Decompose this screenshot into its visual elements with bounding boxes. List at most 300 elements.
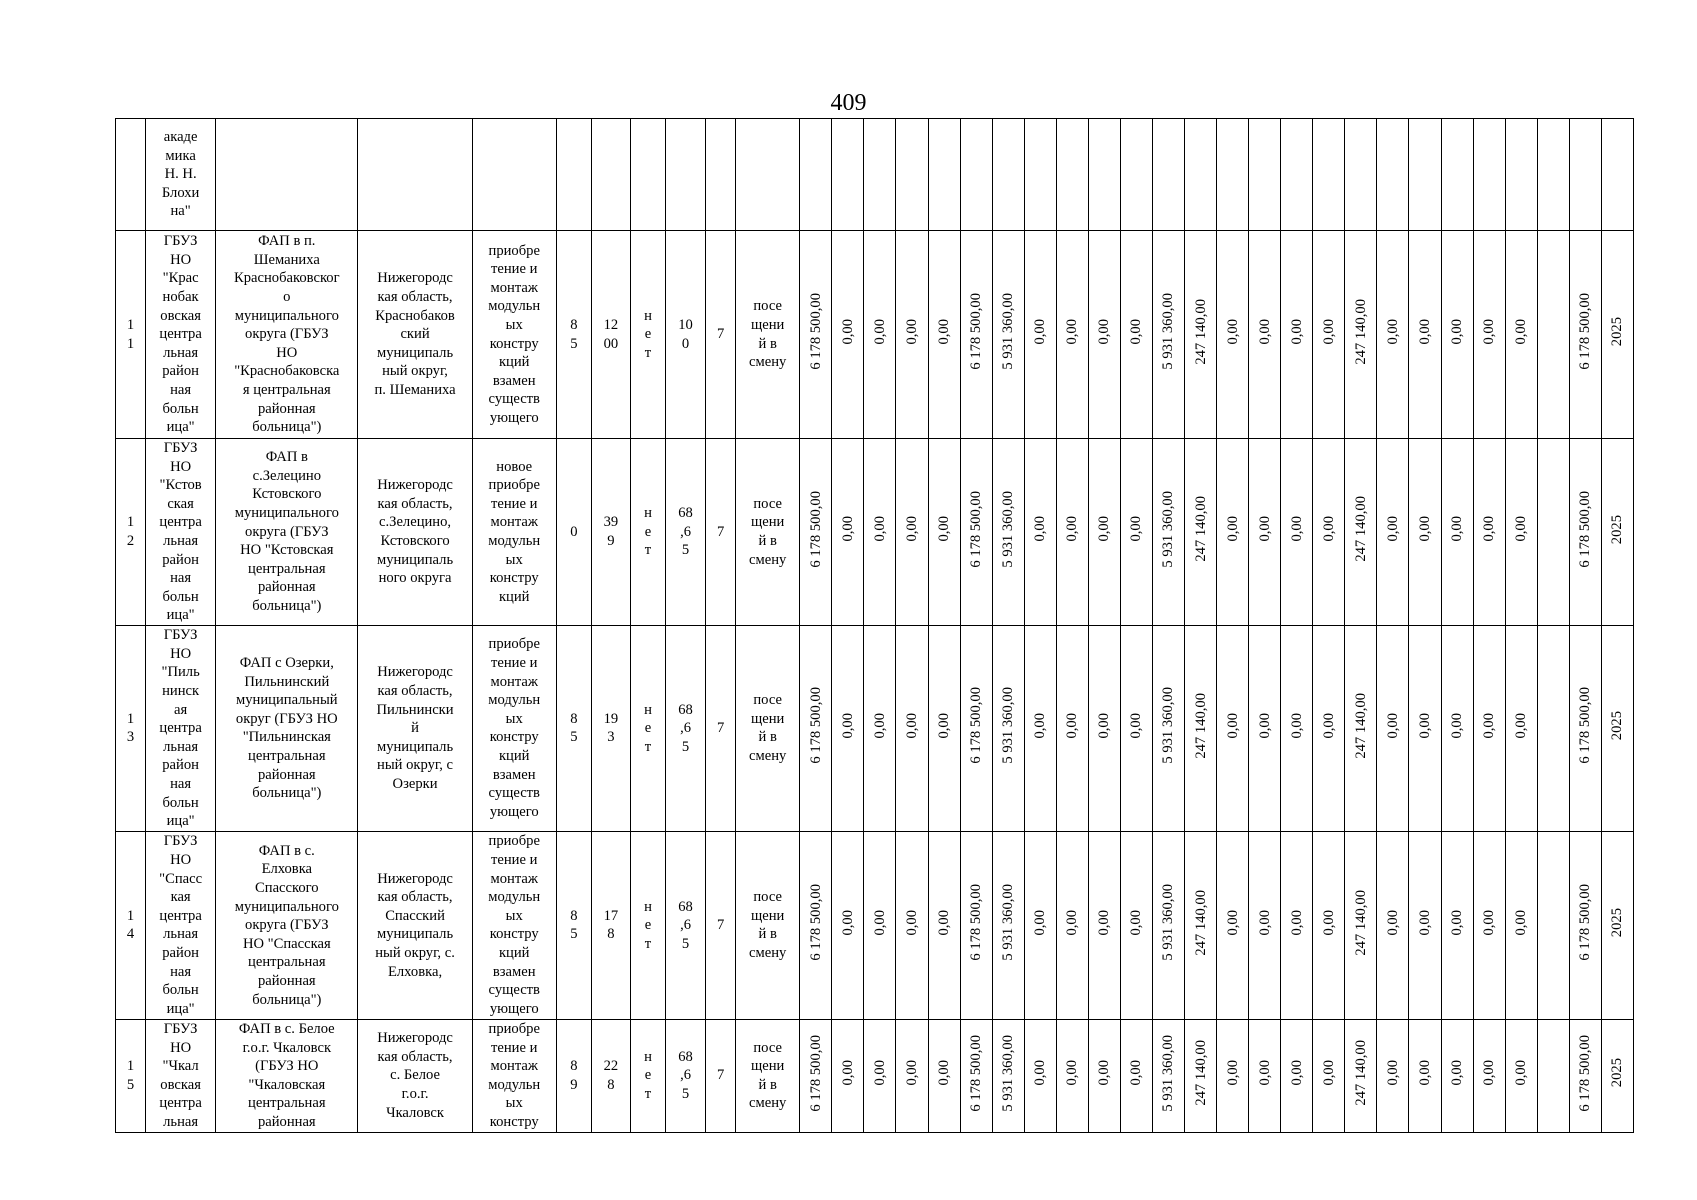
amount-cell [1473,231,1505,439]
amount-cell [1569,439,1601,626]
amount-text: 0,00 [936,516,953,542]
amount-cell [1120,439,1152,626]
amount-cell [896,231,928,439]
amount-text: 0,00 [1320,712,1337,739]
amount-cell [992,231,1024,439]
flag-cell: н е т [630,439,665,626]
amount-cell [1377,439,1409,626]
amount-text: 5 931 360,00 [1160,1034,1177,1112]
amount-cell [1217,1019,1249,1132]
year-cell [1601,439,1633,626]
amount-text: 0,00 [1416,318,1433,345]
row-number: 1 1 [116,231,146,439]
amount-cell [1377,119,1409,231]
amount-cell [1281,625,1313,831]
amount-text: 0,00 [1224,318,1241,345]
amount-text: 0,00 [1320,1060,1337,1086]
amount-cell [1569,831,1601,1019]
amount-cell [1217,119,1249,231]
amount-text: 0,00 [1449,909,1466,936]
flag-cell: н е т [630,231,665,439]
amount-cell [992,119,1024,231]
amount-cell [1345,1019,1377,1132]
amount-cell [1281,439,1313,626]
amount-text: 0,00 [839,712,856,739]
value-cell: 7 [706,439,736,626]
amount-text: 0,00 [1096,318,1113,345]
amount-text: 0,00 [1256,516,1273,542]
amount-cell [1313,119,1345,231]
amount-cell [1088,831,1120,1019]
amount-cell [1120,831,1152,1019]
amount-cell [1505,439,1537,626]
amount-text: 6 178 500,00 [968,1034,985,1112]
amount-cell [1409,625,1441,831]
amount-cell [896,119,928,231]
amount-cell [1056,831,1088,1019]
amount-text: 247 140,00 [1192,298,1209,365]
amount-text: 0,00 [1224,1060,1241,1086]
amount-cell [928,831,960,1019]
amount-cell [864,831,896,1019]
amount-cell [960,1019,992,1132]
amount-cell [896,439,928,626]
amount-cell [1249,231,1281,439]
amount-text: 6 178 500,00 [807,884,824,961]
amount-cell [960,625,992,831]
amount-text: 0,00 [1096,516,1113,542]
amount-text: 0,00 [1416,516,1433,542]
amount-text: 6 178 500,00 [807,1034,824,1112]
amount-cell [832,625,864,831]
amount-cell [1409,231,1441,439]
facility-cell: ФАП в с.Зелецино Кстовского муниципального округа (ГБУЗ НО "Кстовская центральная районная больница") [216,439,358,626]
amount-cell [1473,625,1505,831]
amount-cell [896,625,928,831]
amount-cell [1569,625,1601,831]
amount-text: 5 931 360,00 [1000,293,1017,371]
amount-cell [1249,439,1281,626]
amount-cell [1088,439,1120,626]
address-cell [358,119,472,231]
organization-cell: ГБУЗ НО "Спасс кая центра льная район ная больн ица" [146,831,216,1019]
address-cell: Нижегородс кая область, Спасский муниципаль ный округ, с. Елховка, [358,831,472,1019]
row-number [116,119,146,231]
amount-cell [1473,1019,1505,1132]
area-cell: 68 ,6 5 [666,831,706,1019]
amount-text: 2025 [1609,1058,1626,1088]
amount-cell [864,439,896,626]
amount-cell [1056,439,1088,626]
row-number: 1 2 [116,439,146,626]
amount-cell [864,625,896,831]
amount-cell [928,231,960,439]
value-cell: 8 5 [556,625,591,831]
amount-cell [1120,625,1152,831]
amount-text: 0,00 [1416,909,1433,936]
amount-text: 0,00 [1064,516,1081,542]
amount-cell [1377,1019,1409,1132]
action-cell: приобре тение и монтаж модульн ых констру кций взамен существ ующего [472,831,556,1019]
amount-cell [1056,625,1088,831]
amount-cell [832,231,864,439]
amount-text: 0,00 [871,1060,888,1086]
amount-text: 0,00 [903,516,920,542]
amount-text: 6 178 500,00 [1577,490,1594,568]
amount-text: 0,00 [1128,1060,1145,1086]
amount-text: 0,00 [903,712,920,739]
amount-text: 0,00 [1096,1060,1113,1086]
amount-text: 6 178 500,00 [807,687,824,764]
amount-cell [1569,231,1601,439]
amount-text: 5 931 360,00 [1000,490,1017,568]
amount-text: 0,00 [1416,712,1433,739]
amount-cell [1249,119,1281,231]
amount-text: 6 178 500,00 [807,293,824,371]
organization-cell: ГБУЗ НО "Пиль нинск ая центра льная район ная больн ица" [146,625,216,831]
amount-text: 0,00 [1416,1060,1433,1086]
amount-text: 0,00 [1449,318,1466,345]
amount-text: 0,00 [936,909,953,936]
unit-cell: посе щени й в смену [736,831,800,1019]
area-cell: 68 ,6 5 [666,439,706,626]
amount-text: 0,00 [1032,712,1049,739]
amount-text: 247 140,00 [1352,1040,1369,1106]
amount-cell [1537,1019,1569,1132]
amount-cell [1505,231,1537,439]
amount-text: 0,00 [903,318,920,345]
address-cell: Нижегородс кая область, с. Белое г.о.г. Чкаловск [358,1019,472,1132]
amount-cell [832,119,864,231]
amount-cell [832,1019,864,1132]
unit-cell: посе щени й в смену [736,439,800,626]
amount-text: 0,00 [1064,318,1081,345]
amount-text: 0,00 [936,1060,953,1086]
amount-cell [1249,625,1281,831]
amount-text: 0,00 [1513,516,1530,542]
year-cell [1601,831,1633,1019]
action-cell: приобре тение и монтаж модульн ых констру кций взамен существ ующего [472,231,556,439]
amount-text: 2025 [1609,514,1626,544]
amount-text: 247 140,00 [1352,496,1369,562]
facility-cell [216,119,358,231]
action-cell: приобре тение и монтаж модульн ых констру кций взамен существ ующего [472,625,556,831]
amount-text: 0,00 [1064,1060,1081,1086]
unit-cell: посе щени й в смену [736,231,800,439]
amount-cell [928,119,960,231]
amount-text: 0,00 [1449,516,1466,542]
amount-cell [1185,625,1217,831]
amount-cell [1281,119,1313,231]
amount-cell [1024,231,1056,439]
amount-cell [960,119,992,231]
amount-cell [1152,231,1184,439]
amount-cell [1217,439,1249,626]
amount-cell [1441,119,1473,231]
year-cell [1601,231,1633,439]
amount-text: 6 178 500,00 [1577,293,1594,371]
amount-text: 0,00 [839,318,856,345]
amount-cell [800,831,832,1019]
unit-cell: посе щени й в смену [736,625,800,831]
amount-cell [1409,439,1441,626]
amount-cell [1441,831,1473,1019]
amount-cell [1152,439,1184,626]
amount-cell [992,831,1024,1019]
amount-cell [864,231,896,439]
amount-cell [1537,231,1569,439]
amount-cell [1377,831,1409,1019]
amount-cell [1249,831,1281,1019]
amount-text: 5 931 360,00 [1160,490,1177,568]
amount-cell [1056,1019,1088,1132]
amount-text: 0,00 [1384,318,1401,345]
amount-cell [1217,625,1249,831]
year-cell [1601,1019,1633,1132]
amount-cell [1249,1019,1281,1132]
amount-text: 2025 [1609,908,1626,938]
amount-text: 0,00 [1096,712,1113,739]
amount-text: 6 178 500,00 [1577,1034,1594,1112]
year-cell [1601,119,1633,231]
amount-cell [800,119,832,231]
amount-text: 0,00 [1032,1060,1049,1086]
amount-text: 0,00 [1064,909,1081,936]
amount-cell [1056,231,1088,439]
table-row [116,625,1634,831]
amount-cell [1281,231,1313,439]
amount-text: 0,00 [1256,712,1273,739]
amount-cell [1024,831,1056,1019]
amount-cell [1088,119,1120,231]
amount-text: 6 178 500,00 [968,490,985,568]
amount-cell [1185,119,1217,231]
value-cell: 7 [706,231,736,439]
amount-text: 0,00 [1449,712,1466,739]
organization-cell: ГБУЗ НО "Крас нобак овская центра льная район ная больн ица" [146,231,216,439]
area-cell: 10 0 [666,231,706,439]
facility-cell: ФАП с Озерки, Пильнинский муниципальный округ (ГБУЗ НО "Пильнинская центральная районная больница") [216,625,358,831]
amount-cell [1185,1019,1217,1132]
amount-text: 6 178 500,00 [807,490,824,568]
amount-cell [928,1019,960,1132]
amount-cell [1281,831,1313,1019]
amount-cell [1024,119,1056,231]
amount-cell [1473,831,1505,1019]
amount-cell [1377,231,1409,439]
amount-cell [1185,831,1217,1019]
amount-cell [1537,625,1569,831]
amount-text: 0,00 [1128,909,1145,936]
action-cell: приобре тение и монтаж модульн ых констру [472,1019,556,1132]
amount-text: 0,00 [1384,516,1401,542]
amount-text: 0,00 [1481,1060,1498,1086]
amount-text: 2025 [1609,317,1626,347]
amount-cell [1441,625,1473,831]
amount-cell [1505,1019,1537,1132]
amount-text: 0,00 [1384,712,1401,739]
amount-text: 0,00 [1256,318,1273,345]
area-cell: 68 ,6 5 [666,1019,706,1132]
amount-text: 0,00 [1513,1060,1530,1086]
amount-text: 0,00 [1513,712,1530,739]
amount-cell [1441,439,1473,626]
amount-cell [1409,1019,1441,1132]
amount-text: 0,00 [839,1060,856,1086]
amount-cell [864,1019,896,1132]
amount-text: 5 931 360,00 [1000,884,1017,961]
row-number: 1 4 [116,831,146,1019]
unit-cell [736,119,800,231]
amount-cell [1569,119,1601,231]
amount-cell [1537,439,1569,626]
value-cell: 22 8 [591,1019,630,1132]
amount-text: 0,00 [1481,516,1498,542]
amount-cell [1345,625,1377,831]
table-row [116,119,1634,231]
amount-cell [1152,119,1184,231]
amount-text: 5 931 360,00 [1160,293,1177,371]
address-cell: Нижегородс кая область, Краснобаков ский муниципаль ный округ, п. Шеманиха [358,231,472,439]
amount-text: 0,00 [871,318,888,345]
organization-cell: акаде мика Н. Н. Блохи на" [146,119,216,231]
amount-cell [960,831,992,1019]
facility-cell: ФАП в с. Елховка Спасского муниципального округа (ГБУЗ НО "Спасская центральная районная больница") [216,831,358,1019]
amount-cell [832,831,864,1019]
flag-cell: н е т [630,1019,665,1132]
amount-text: 0,00 [1128,712,1145,739]
amount-cell [800,625,832,831]
amount-text: 0,00 [1481,909,1498,936]
value-cell [591,119,630,231]
amount-text: 0,00 [839,516,856,542]
amount-text: 0,00 [1032,318,1049,345]
organization-cell: ГБУЗ НО "Чкал овская центра льная [146,1019,216,1132]
amount-cell [992,625,1024,831]
amount-text: 5 931 360,00 [1160,687,1177,764]
amount-text: 0,00 [1288,1060,1305,1086]
amount-text: 0,00 [871,712,888,739]
amount-text: 247 140,00 [1192,1040,1209,1106]
organization-cell: ГБУЗ НО "Кстов ская центра льная район ная больн ица" [146,439,216,626]
amount-cell [1505,119,1537,231]
amount-cell [1024,1019,1056,1132]
amount-text: 0,00 [1288,712,1305,739]
amount-cell [1313,231,1345,439]
amount-cell [1056,119,1088,231]
amount-cell [1537,831,1569,1019]
amount-text: 0,00 [936,318,953,345]
amount-text: 6 178 500,00 [968,687,985,764]
amount-cell [896,1019,928,1132]
amount-cell [1120,1019,1152,1132]
amount-text: 0,00 [903,1060,920,1086]
amount-cell [960,231,992,439]
amount-cell [1505,625,1537,831]
amount-cell [1185,439,1217,626]
amount-text: 247 140,00 [1352,298,1369,365]
amount-text: 247 140,00 [1352,889,1369,956]
value-cell: 8 5 [556,231,591,439]
amount-cell [1409,831,1441,1019]
amount-cell [1505,831,1537,1019]
amount-text: 0,00 [839,909,856,936]
amount-cell [896,831,928,1019]
amount-text: 0,00 [1032,909,1049,936]
address-cell: Нижегородс кая область, с.Зелецино, Кстовского муниципаль ного округа [358,439,472,626]
amount-text: 0,00 [871,516,888,542]
amount-cell [1345,231,1377,439]
amount-text: 0,00 [1384,909,1401,936]
amount-cell [1088,231,1120,439]
amount-cell [1569,1019,1601,1132]
amount-cell [1024,625,1056,831]
amount-cell [1313,1019,1345,1132]
amount-cell [1120,119,1152,231]
amount-cell [1377,625,1409,831]
amount-text: 0,00 [903,909,920,936]
value-cell: 0 [556,439,591,626]
amount-cell [1024,439,1056,626]
amount-text: 247 140,00 [1192,889,1209,956]
amount-cell [992,439,1024,626]
amount-cell [1313,439,1345,626]
amount-text: 0,00 [1128,318,1145,345]
amount-text: 6 178 500,00 [1577,687,1594,764]
amount-cell [992,1019,1024,1132]
value-cell [706,119,736,231]
flag-cell: н е т [630,625,665,831]
area-cell [666,119,706,231]
value-cell: 8 5 [556,831,591,1019]
amount-cell [864,119,896,231]
amount-text: 0,00 [1128,516,1145,542]
year-cell [1601,625,1633,831]
amount-text: 2025 [1609,711,1626,741]
amount-cell [1281,1019,1313,1132]
flag-cell: н е т [630,831,665,1019]
amount-cell [928,439,960,626]
value-cell: 7 [706,831,736,1019]
table-row [116,1019,1634,1132]
amount-text: 0,00 [1320,318,1337,345]
amount-text: 0,00 [1320,909,1337,936]
amount-cell [1345,119,1377,231]
amount-text: 0,00 [1320,516,1337,542]
amount-text: 0,00 [1384,1060,1401,1086]
value-cell: 7 [706,1019,736,1132]
amount-text: 5 931 360,00 [1000,1034,1017,1112]
amount-text: 0,00 [1288,318,1305,345]
amount-cell [1441,1019,1473,1132]
amount-cell [1088,1019,1120,1132]
amount-text: 0,00 [1096,909,1113,936]
amount-text: 247 140,00 [1192,496,1209,562]
amount-cell [1537,119,1569,231]
amount-text: 6 178 500,00 [1577,884,1594,961]
action-cell: новое приобре тение и монтаж модульн ых констру кций [472,439,556,626]
amount-cell [800,439,832,626]
amount-cell [1441,231,1473,439]
amount-text: 6 178 500,00 [968,884,985,961]
amount-cell [1088,625,1120,831]
amount-cell [960,439,992,626]
value-cell: 12 00 [591,231,630,439]
amount-cell [1313,831,1345,1019]
amount-text: 0,00 [1032,516,1049,542]
amount-text: 5 931 360,00 [1160,884,1177,961]
area-cell: 68 ,6 5 [666,625,706,831]
